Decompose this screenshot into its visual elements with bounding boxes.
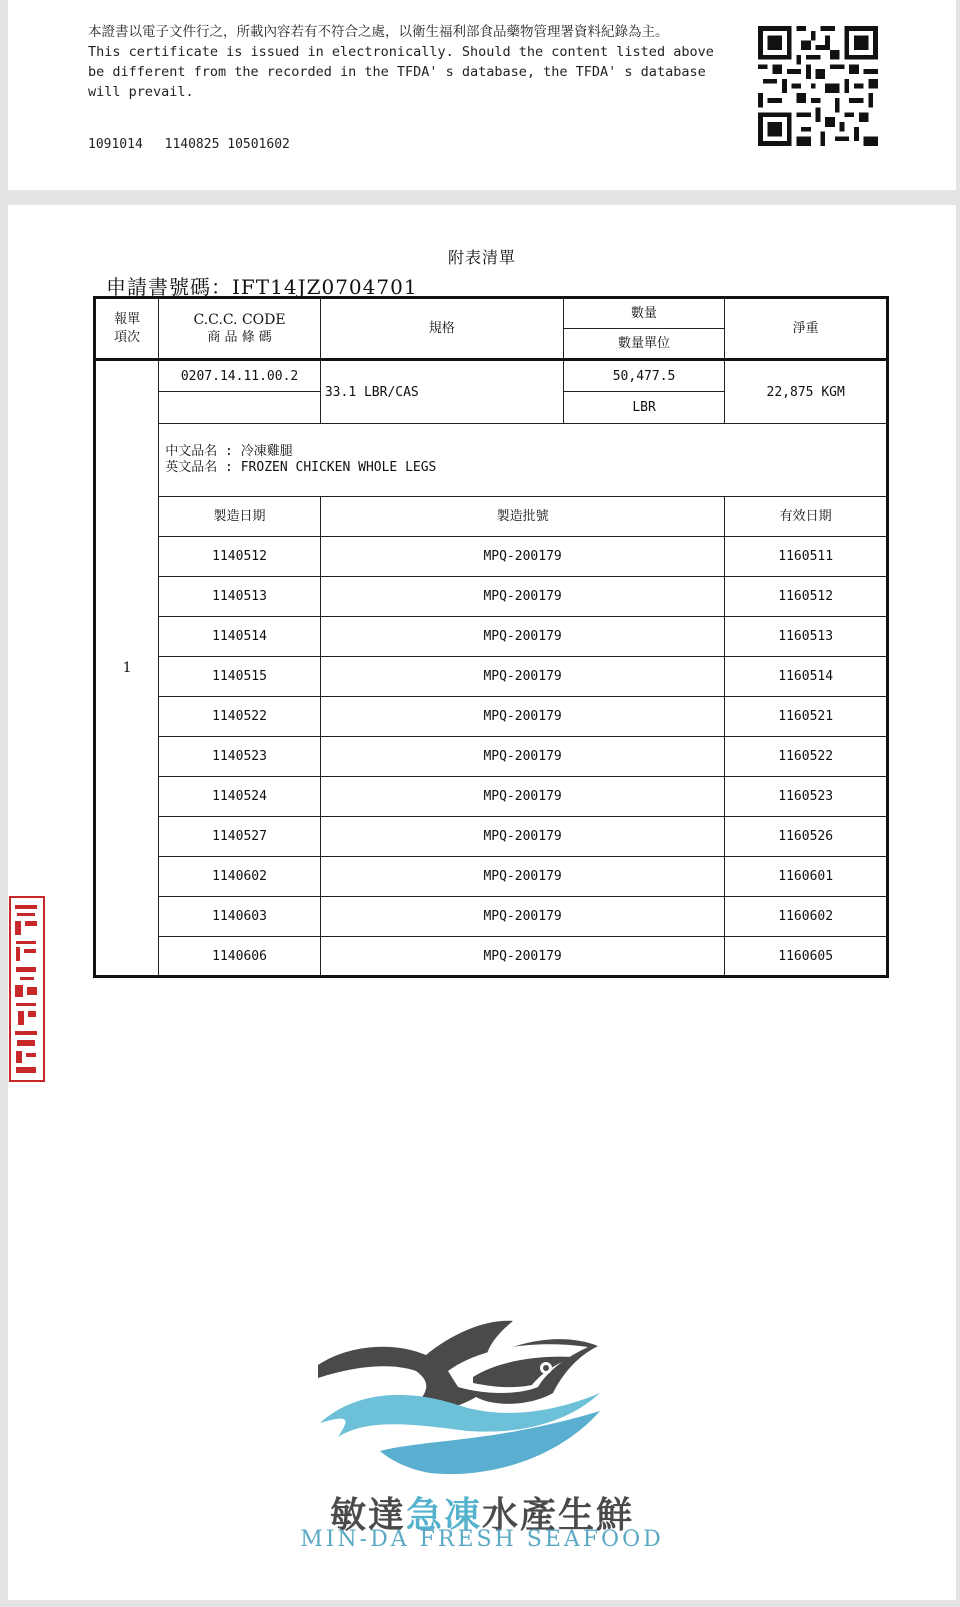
- notice-zh: 本證書以電子文件行之，所載內容若有不符合之處，以衛生福利部食品藥物管理署資料紀錄為主。: [88, 24, 669, 40]
- item-number: 1: [95, 360, 159, 977]
- header-quantity-unit: 數量單位: [563, 329, 725, 360]
- exp-date-cell: 1160513: [725, 617, 888, 657]
- product-names: [159, 424, 888, 497]
- exp-date-cell: 1160523: [725, 777, 888, 817]
- logo-subtitle: MIN-DA FRESH SEAFOOD: [300, 1527, 664, 1552]
- spec-value: 33.1 LBR/CAS: [320, 360, 563, 424]
- table-row: [95, 897, 888, 937]
- mfg-date-cell: 1140524: [159, 777, 321, 817]
- header-quantity: 數量: [563, 298, 725, 329]
- header-spec: 規格: [320, 298, 563, 360]
- mfg-date-cell: 1140606: [159, 937, 321, 977]
- lot-header-exp-date: 有效日期: [725, 497, 888, 537]
- mfg-date-cell: 1140602: [159, 857, 321, 897]
- notice-en: This certificate is issued in electronically. Should the content listed above be different from the recorded in the TFDA' s database, the TFDA' s database will prevail.: [88, 44, 714, 100]
- net-weight-value: 22,875 KGM: [725, 360, 888, 424]
- lot-no-cell: MPQ-200179: [320, 897, 725, 937]
- mfg-date-cell: 1140512: [159, 537, 321, 577]
- application-number: 申請書號碼：IFT14JZ0704701: [106, 275, 418, 299]
- header-item: 報單項次: [95, 298, 159, 360]
- table-row: [95, 937, 888, 977]
- exp-date-cell: 1160526: [725, 817, 888, 857]
- certificate-code-2: 1140825 10501602: [164, 137, 290, 152]
- table-row: [95, 697, 888, 737]
- mfg-date-cell: 1140523: [159, 737, 321, 777]
- lot-no-cell: MPQ-200179: [320, 937, 725, 977]
- qr-code-icon: [758, 26, 878, 146]
- lot-no-cell: MPQ-200179: [320, 737, 725, 777]
- header-net-weight: 淨重: [725, 298, 888, 360]
- table-row: [95, 817, 888, 857]
- quantity-value: 50,477.5: [563, 360, 725, 392]
- mfg-date-cell: 1140514: [159, 617, 321, 657]
- exp-date-cell: 1160522: [725, 737, 888, 777]
- lot-header-mfg-date: 製造日期: [159, 497, 321, 537]
- table-row: [95, 737, 888, 777]
- exp-date-cell: 1160521: [725, 697, 888, 737]
- header-ccc-code: [159, 298, 321, 360]
- lot-header-lot-no: 製造批號: [320, 497, 725, 537]
- exp-date-cell: 1160512: [725, 577, 888, 617]
- table-row: [95, 857, 888, 897]
- table-row: [95, 617, 888, 657]
- exp-date-cell: 1160602: [725, 897, 888, 937]
- mfg-date-cell: 1140527: [159, 817, 321, 857]
- product-name-zh: 中文品名 : 冷凍雞腿: [165, 444, 293, 459]
- lot-no-cell: MPQ-200179: [320, 857, 725, 897]
- fish-logo-icon: [308, 1313, 648, 1488]
- ccc-code-blank: [159, 392, 321, 424]
- exp-date-cell: 1160605: [725, 937, 888, 977]
- mfg-date-cell: 1140603: [159, 897, 321, 937]
- lot-no-cell: MPQ-200179: [320, 537, 725, 577]
- certificate-notice: [88, 22, 728, 102]
- unit-value: LBR: [563, 392, 725, 424]
- certificate-code-1: 1091014: [88, 137, 143, 152]
- header-ccc-code-en: C.C.C. CODE: [193, 311, 286, 328]
- lot-no-cell: MPQ-200179: [320, 617, 725, 657]
- mfg-date-cell: 1140513: [159, 577, 321, 617]
- certificate-page-footer: [8, 0, 956, 190]
- table-row: [95, 657, 888, 697]
- lot-no-cell: MPQ-200179: [320, 657, 725, 697]
- mfg-date-cell: 1140515: [159, 657, 321, 697]
- annex-table: [93, 296, 889, 978]
- exp-date-cell: 1160514: [725, 657, 888, 697]
- table-row: [95, 777, 888, 817]
- exp-date-cell: 1160601: [725, 857, 888, 897]
- lot-no-cell: MPQ-200179: [320, 697, 725, 737]
- red-seal-stamp-icon: [8, 895, 48, 1085]
- logo-name-part1: 敏達: [329, 1495, 406, 1536]
- exp-date-cell: 1160511: [725, 537, 888, 577]
- table-row: [95, 537, 888, 577]
- annex-title: 附表清單: [447, 248, 516, 267]
- annex-page: [8, 205, 956, 1600]
- certificate-codes: [88, 137, 304, 152]
- header-ccc-code-zh: 商 品 條 碼: [207, 329, 272, 345]
- lot-no-cell: MPQ-200179: [320, 777, 725, 817]
- logo-name-part2: 急凍: [405, 1495, 482, 1536]
- lot-no-cell: MPQ-200179: [320, 577, 725, 617]
- product-name-en: 英文品名 : FROZEN CHICKEN WHOLE LEGS: [165, 460, 437, 475]
- table-row: [95, 577, 888, 617]
- logo-name-part3: 水產生鮮: [482, 1495, 635, 1536]
- ccc-code-value: 0207.14.11.00.2: [159, 360, 321, 392]
- mfg-date-cell: 1140522: [159, 697, 321, 737]
- lot-no-cell: MPQ-200179: [320, 817, 725, 857]
